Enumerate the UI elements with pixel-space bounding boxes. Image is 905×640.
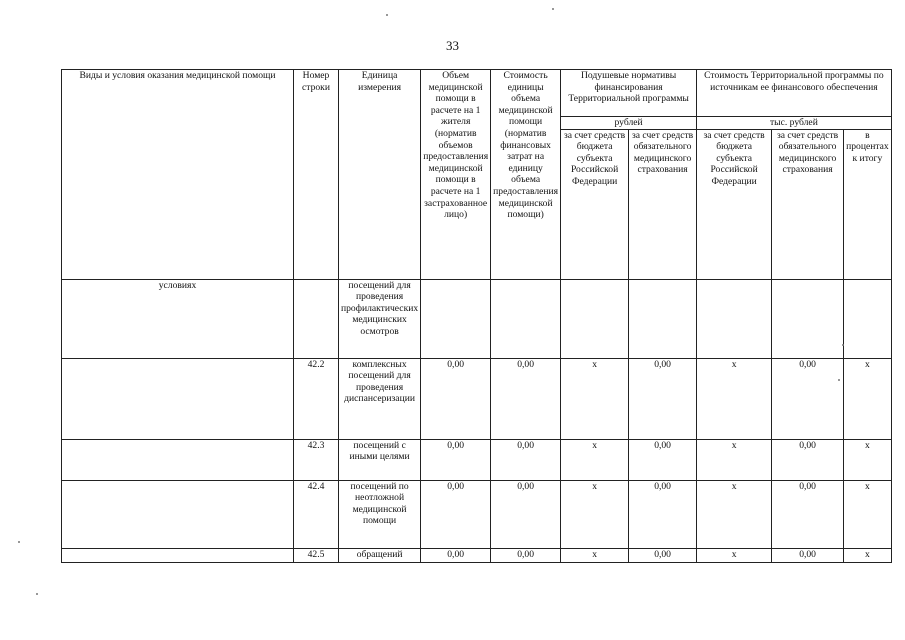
header-row-number: Номер строки bbox=[294, 70, 339, 280]
scan-speck bbox=[838, 379, 840, 381]
table-row bbox=[62, 358, 892, 439]
header-thousand-rubles: тыс. рублей bbox=[697, 117, 892, 130]
table-row bbox=[62, 480, 892, 548]
cell-kind bbox=[62, 480, 294, 548]
cell-norm-oms: 0,00 bbox=[629, 439, 697, 480]
cell-unit-cost: 0,00 bbox=[491, 480, 561, 548]
header-unit-cost: Стоимость единицы объема медицинской помощи (норматив финансовых затрат на единицу объема предоставления медицинской помощи) bbox=[491, 70, 561, 280]
cell-row-number: 42.3 bbox=[294, 439, 339, 480]
cell-kind bbox=[62, 439, 294, 480]
cell-cost-oms: 0,00 bbox=[772, 548, 844, 562]
cell-cost-budget: x bbox=[697, 358, 772, 439]
cell-unit-cost: 0,00 bbox=[491, 548, 561, 562]
cell-unit-cost bbox=[491, 279, 561, 358]
cell-norm-oms bbox=[629, 279, 697, 358]
funding-table bbox=[61, 69, 892, 563]
header-kind: Виды и условия оказания медицинской помощи bbox=[62, 70, 294, 280]
cell-cost-budget: x bbox=[697, 548, 772, 562]
cell-cost-budget: x bbox=[697, 439, 772, 480]
cell-unit: посещений для проведения профилактических медицинских осмотров bbox=[339, 279, 421, 358]
cell-cost-budget bbox=[697, 279, 772, 358]
header-budget-source-2: за счет средств бюджета субъекта Российской Федерации bbox=[697, 129, 772, 279]
header-program-cost: Стоимость Территориальной программы по источникам ее финансового обеспечения bbox=[697, 70, 892, 117]
header-budget-source: за счет средств бюджета субъекта Российской Федерации bbox=[561, 129, 629, 279]
cell-row-number: 42.4 bbox=[294, 480, 339, 548]
table-row bbox=[62, 279, 892, 358]
cell-norm-oms: 0,00 bbox=[629, 480, 697, 548]
cell-percent: x bbox=[844, 548, 892, 562]
header-oms-source: за счет средств обязательного медицинского страхования bbox=[629, 129, 697, 279]
cell-unit: обращений bbox=[339, 548, 421, 562]
cell-row-number: 42.5 bbox=[294, 548, 339, 562]
cell-volume: 0,00 bbox=[421, 358, 491, 439]
header-percent-total: в процентах к итогу bbox=[844, 129, 892, 279]
header-unit: Единица измерения bbox=[339, 70, 421, 280]
cell-cost-oms bbox=[772, 279, 844, 358]
cell-norm-oms: 0,00 bbox=[629, 358, 697, 439]
cell-cost-oms: 0,00 bbox=[772, 358, 844, 439]
cell-kind bbox=[62, 548, 294, 562]
scan-speck bbox=[552, 8, 554, 10]
cell-norm-oms: 0,00 bbox=[629, 548, 697, 562]
header-per-capita-norms: Подушевые нормативы финансирования Территориальной программы bbox=[561, 70, 697, 117]
cell-cost-oms: 0,00 bbox=[772, 480, 844, 548]
cell-norm-budget: x bbox=[561, 439, 629, 480]
table-row bbox=[62, 439, 892, 480]
cell-cost-budget: x bbox=[697, 480, 772, 548]
cell-norm-budget bbox=[561, 279, 629, 358]
scan-speck bbox=[386, 14, 388, 16]
cell-percent: x bbox=[844, 358, 892, 439]
cell-volume bbox=[421, 279, 491, 358]
cell-norm-budget: x bbox=[561, 480, 629, 548]
cell-cost-oms: 0,00 bbox=[772, 439, 844, 480]
cell-volume: 0,00 bbox=[421, 480, 491, 548]
header-oms-source-2: за счет средств обязательного медицинского страхования bbox=[772, 129, 844, 279]
scan-speck bbox=[18, 541, 20, 543]
page-number: 33 bbox=[446, 38, 459, 53]
cell-norm-budget: x bbox=[561, 358, 629, 439]
cell-percent bbox=[844, 279, 892, 358]
cell-unit: комплексных посещений для проведения диспансеризации bbox=[339, 358, 421, 439]
cell-row-number: 42.2 bbox=[294, 358, 339, 439]
header-rubles: рублей bbox=[561, 117, 697, 130]
cell-unit-cost: 0,00 bbox=[491, 358, 561, 439]
cell-volume: 0,00 bbox=[421, 439, 491, 480]
cell-kind bbox=[62, 358, 294, 439]
cell-volume: 0,00 bbox=[421, 548, 491, 562]
scan-speck bbox=[842, 344, 844, 346]
table-row bbox=[62, 548, 892, 562]
cell-unit: посещений с иными целями bbox=[339, 439, 421, 480]
cell-kind: условиях bbox=[62, 279, 294, 358]
cell-percent: x bbox=[844, 480, 892, 548]
header-volume: Объем медицинской помощи в расчете на 1 жителя (норматив объемов предоставления медицинской помощи в расчете на 1 застрахованное лицо) bbox=[421, 70, 491, 280]
cell-row-number bbox=[294, 279, 339, 358]
scan-speck bbox=[36, 593, 38, 595]
cell-norm-budget: x bbox=[561, 548, 629, 562]
cell-unit-cost: 0,00 bbox=[491, 439, 561, 480]
cell-unit: посещений по неотложной медицинской помощи bbox=[339, 480, 421, 548]
cell-percent: x bbox=[844, 439, 892, 480]
